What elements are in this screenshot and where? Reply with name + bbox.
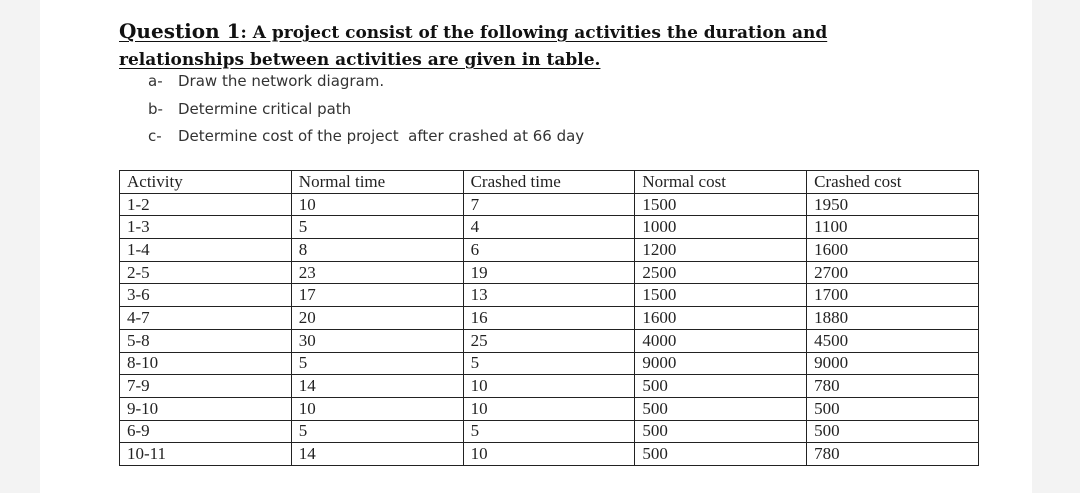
- activity-table: [119, 170, 979, 466]
- cell-crashed-cost: 1600: [807, 239, 979, 262]
- cell-crashed-cost: 500: [807, 397, 979, 420]
- cell-normal-cost: 500: [635, 443, 807, 466]
- table-row: [120, 307, 979, 330]
- cell-crashed-time: 25: [463, 329, 635, 352]
- table-header-row: [120, 171, 979, 194]
- cell-crashed-time: 5: [463, 352, 635, 375]
- cell-crashed-time: 10: [463, 375, 635, 398]
- cell-normal-cost: 1500: [635, 284, 807, 307]
- cell-normal-cost: 1500: [635, 193, 807, 216]
- cell-activity: 5-8: [120, 329, 292, 352]
- cell-normal-time: 20: [291, 307, 463, 330]
- table-row: [120, 443, 979, 466]
- cell-normal-time: 5: [291, 352, 463, 375]
- table-row: [120, 329, 979, 352]
- task-item: [148, 100, 584, 128]
- table-row: [120, 375, 979, 398]
- cell-normal-time: 5: [291, 216, 463, 239]
- cell-crashed-time: 10: [463, 443, 635, 466]
- cell-activity: 1-4: [120, 239, 292, 262]
- header-crashed-time: Crashed time: [463, 171, 635, 194]
- cell-normal-cost: 4000: [635, 329, 807, 352]
- cell-normal-cost: 500: [635, 420, 807, 443]
- cell-crashed-time: 7: [463, 193, 635, 216]
- cell-crashed-cost: 2700: [807, 261, 979, 284]
- task-text: Determine critical path: [178, 99, 352, 118]
- table-body: [120, 193, 979, 465]
- cell-normal-cost: 500: [635, 375, 807, 398]
- cell-crashed-cost: 1880: [807, 307, 979, 330]
- table-row: [120, 284, 979, 307]
- cell-activity: 2-5: [120, 261, 292, 284]
- table-row: [120, 239, 979, 262]
- header-activity: Activity: [120, 171, 292, 194]
- cell-crashed-cost: 780: [807, 375, 979, 398]
- cell-normal-time: 10: [291, 193, 463, 216]
- cell-activity: 6-9: [120, 420, 292, 443]
- task-label: a-: [148, 72, 163, 90]
- question-title: [119, 18, 939, 74]
- cell-crashed-cost: 9000: [807, 352, 979, 375]
- task-list: [148, 72, 584, 155]
- cell-normal-time: 8: [291, 239, 463, 262]
- cell-normal-cost: 1600: [635, 307, 807, 330]
- task-item: [148, 127, 584, 155]
- cell-normal-time: 14: [291, 443, 463, 466]
- cell-activity: 7-9: [120, 375, 292, 398]
- cell-normal-time: 30: [291, 329, 463, 352]
- cell-crashed-time: 6: [463, 239, 635, 262]
- cell-crashed-cost: 500: [807, 420, 979, 443]
- cell-crashed-time: 13: [463, 284, 635, 307]
- table-row: [120, 397, 979, 420]
- cell-activity: 1-2: [120, 193, 292, 216]
- task-label: b-: [148, 99, 163, 118]
- cell-crashed-time: 4: [463, 216, 635, 239]
- document-page: [40, 0, 1032, 493]
- cell-activity: 3-6: [120, 284, 292, 307]
- cell-activity: 9-10: [120, 397, 292, 420]
- table-row: [120, 352, 979, 375]
- cell-crashed-cost: 4500: [807, 329, 979, 352]
- cell-crashed-cost: 1100: [807, 216, 979, 239]
- cell-normal-time: 5: [291, 420, 463, 443]
- cell-normal-cost: 2500: [635, 261, 807, 284]
- table-row: [120, 193, 979, 216]
- question-number: Question 1: [119, 19, 241, 43]
- cell-normal-cost: 500: [635, 397, 807, 420]
- task-item: [148, 72, 584, 100]
- cell-normal-cost: 9000: [635, 352, 807, 375]
- cell-activity: 4-7: [120, 307, 292, 330]
- header-normal-cost: Normal cost: [635, 171, 807, 194]
- cell-crashed-time: 10: [463, 397, 635, 420]
- cell-crashed-time: 16: [463, 307, 635, 330]
- table-row: [120, 261, 979, 284]
- question-text: : A project consist of the following activities the duration and relationships between activities are given in table.: [119, 23, 828, 70]
- task-label: c-: [148, 127, 162, 145]
- cell-crashed-cost: 780: [807, 443, 979, 466]
- cell-normal-time: 23: [291, 261, 463, 284]
- cell-normal-time: 14: [291, 375, 463, 398]
- cell-normal-cost: 1000: [635, 216, 807, 239]
- cell-activity: 8-10: [120, 352, 292, 375]
- header-crashed-cost: Crashed cost: [807, 171, 979, 194]
- cell-normal-time: 17: [291, 284, 463, 307]
- header-normal-time: Normal time: [291, 171, 463, 194]
- cell-crashed-time: 19: [463, 261, 635, 284]
- cell-crashed-cost: 1700: [807, 284, 979, 307]
- cell-crashed-cost: 1950: [807, 193, 979, 216]
- cell-activity: 1-3: [120, 216, 292, 239]
- cell-normal-cost: 1200: [635, 239, 807, 262]
- cell-activity: 10-11: [120, 443, 292, 466]
- task-text: Draw the network diagram.: [178, 72, 385, 90]
- cell-crashed-time: 5: [463, 420, 635, 443]
- table-row: [120, 420, 979, 443]
- cell-normal-time: 10: [291, 397, 463, 420]
- table-row: [120, 216, 979, 239]
- task-text: Determine cost of the project after crashed at 66 day: [178, 127, 585, 145]
